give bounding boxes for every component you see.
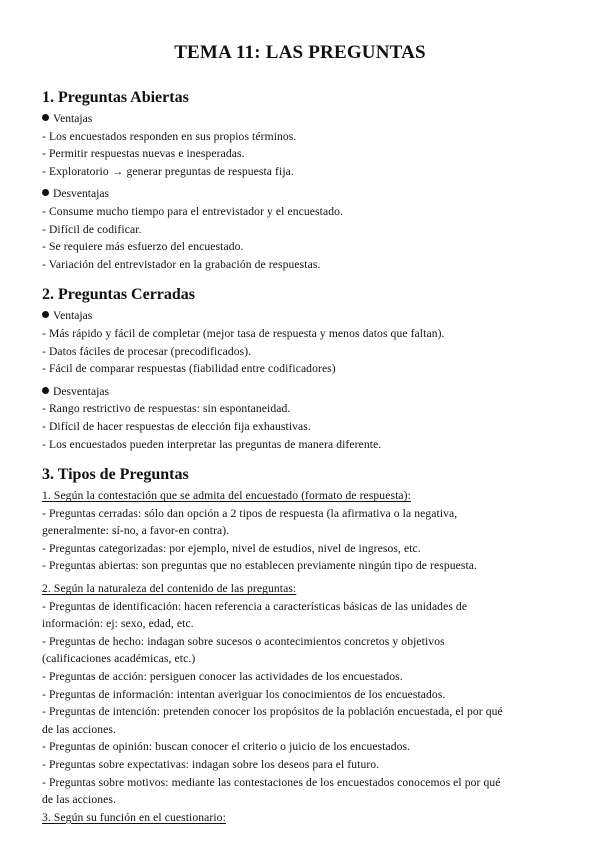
section-tipos-de-preguntas bbox=[42, 465, 562, 826]
list-item: - Preguntas de intención: pretenden conocer los propósitos de la población encuestada, el por qué bbox=[42, 705, 503, 719]
document-body bbox=[42, 88, 562, 826]
bullet-icon bbox=[42, 189, 49, 196]
list-item: - Más rápido y fácil de completar (mejor tasa de respuesta y menos datos que faltan). bbox=[42, 326, 445, 340]
bullet-icon bbox=[42, 387, 49, 394]
page-title: TEMA 11: LAS PREGUNTAS bbox=[174, 42, 426, 63]
list-item: - Preguntas de acción: persiguen conocer las actividades de los encuestados. bbox=[42, 670, 403, 684]
list-item: información: ej: sexo, edad, etc. bbox=[42, 617, 194, 631]
subsection-heading: 2. Según la naturaleza del contenido de las preguntas: bbox=[42, 582, 297, 596]
section-heading: 2. Preguntas Cerradas bbox=[42, 286, 196, 304]
list-item: - Fácil de comparar respuestas (fiabilidad entre codificadores) bbox=[42, 362, 336, 376]
list-item: - Los encuestados pueden interpretar las preguntas de manera diferente. bbox=[42, 437, 382, 451]
ventajas-label: Ventajas bbox=[42, 307, 562, 325]
list-item: - Preguntas de identificación: hacen referencia a características básicas de las unidades de bbox=[42, 599, 468, 613]
list-item: - Datos fáciles de procesar (precodificados). bbox=[42, 344, 252, 358]
list-item: - Difícil de codificar. bbox=[42, 222, 142, 236]
list-item: - Preguntas sobre expectativas: indagan sobre los deseos para el futuro. bbox=[42, 758, 380, 771]
subsection-heading: 1. Según la contestación que se admita del encuestado (formato de respuesta): bbox=[42, 489, 411, 503]
list-item: - Los encuestados responden en sus propios términos. bbox=[42, 129, 297, 143]
list-item: - Permitir respuestas nuevas e inesperadas. bbox=[42, 147, 245, 161]
list-item: - Preguntas sobre motivos: mediante las contestaciones de los encuestados conocemos el por qué bbox=[42, 775, 501, 789]
section-preguntas-cerradas bbox=[42, 285, 562, 453]
section-preguntas-abiertas bbox=[42, 88, 562, 273]
list-item: de las acciones. bbox=[42, 722, 117, 736]
section-heading: 1. Preguntas Abiertas bbox=[42, 89, 189, 106]
list-item: - Se requiere más esfuerzo del encuestado. bbox=[42, 240, 244, 254]
bullet-icon bbox=[42, 114, 49, 121]
list-item: generalmente: sí-no, a favor-en contra). bbox=[42, 524, 230, 538]
list-item: - Rango restrictivo de respuestas: sin espontaneidad. bbox=[42, 402, 291, 416]
section-heading: 3. Tipos de Preguntas bbox=[42, 466, 189, 484]
list-item: de las acciones. bbox=[42, 793, 117, 807]
list-item: - Preguntas de opinión: buscan conocer el criterio o juicio de los encuestados. bbox=[42, 740, 411, 754]
list-item: - Exploratorio → generar preguntas de respuesta fija. bbox=[42, 164, 294, 178]
list-item: - Preguntas de información: intentan averiguar los conocimientos de los encuestados. bbox=[42, 687, 446, 701]
list-item: - Preguntas abiertas: son preguntas que no establecen previamente ningún tipo de respuesta. bbox=[42, 559, 478, 573]
list-item: (calificaciones académicas, etc.) bbox=[42, 652, 196, 666]
desventajas-label: Desventajas bbox=[42, 383, 562, 401]
list-item: - Preguntas de hecho: indagan sobre sucesos o acontecimientos concretos y objetivos bbox=[42, 634, 445, 648]
subsection-heading: 3. Según su función en el cuestionario: bbox=[42, 810, 226, 824]
list-item: - Preguntas cerradas: sólo dan opción a 2 tipos de respuesta (la afirmativa o la negativa, bbox=[42, 506, 458, 520]
list-item: - Variación del entrevistador en la grabación de respuestas. bbox=[42, 257, 321, 271]
list-item: - Preguntas categorizadas: por ejemplo, nivel de estudios, nivel de ingresos, etc. bbox=[42, 541, 421, 555]
desventajas-label: Desventajas bbox=[42, 185, 562, 203]
bullet-icon bbox=[42, 311, 49, 318]
ventajas-label: Ventajas bbox=[42, 110, 562, 128]
list-item: - Difícil de hacer respuestas de elección fija exhaustivas. bbox=[42, 419, 311, 433]
list-item: - Consume mucho tiempo para el entrevistador y el encuestado. bbox=[42, 204, 344, 218]
